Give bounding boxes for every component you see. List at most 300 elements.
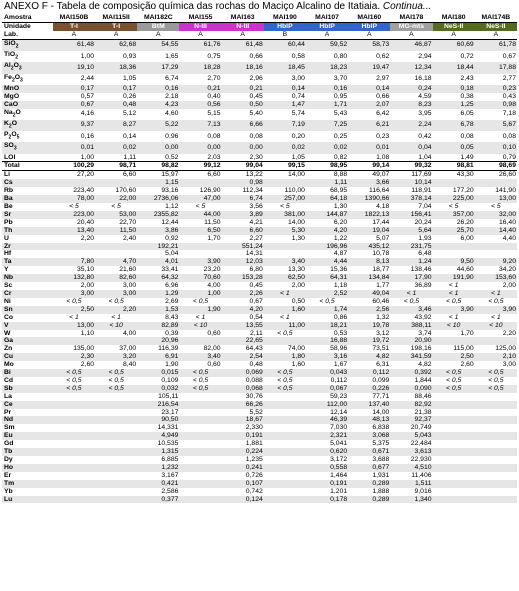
value-cell: [475, 179, 517, 187]
value-cell: [95, 480, 137, 488]
value-cell: < 1: [475, 290, 517, 298]
value-cell: < 10: [95, 322, 137, 330]
table-row: [2, 195, 517, 203]
value-cell: 1,80: [264, 353, 306, 361]
value-cell: 14,00: [287, 171, 305, 179]
value-cell: 6,31: [376, 361, 390, 369]
lab-cell: A: [390, 31, 432, 39]
value-cell: 0,742: [245, 487, 263, 495]
element-label: SiO$_2$: [2, 39, 53, 51]
value-cell: 8,43: [165, 313, 179, 321]
value-cell: 6,60: [222, 227, 264, 235]
element-label: Lu: [2, 496, 53, 504]
lab-cell: A: [475, 31, 517, 39]
value-cell: 5,30: [264, 227, 306, 235]
value-cell: 5,64: [390, 227, 432, 235]
table-row: [2, 62, 517, 73]
value-cell: 1,05: [122, 75, 137, 83]
element-label: Eu: [2, 432, 53, 440]
header-label: Amostra: [2, 14, 53, 22]
value-cell: 16,18: [414, 75, 432, 83]
value-cell: [53, 393, 95, 401]
value-cell: 70,60: [179, 274, 221, 282]
value-cell: 5,043: [390, 432, 432, 440]
value-cell: 62,68: [95, 39, 137, 51]
value-cell: 0,60: [207, 329, 221, 337]
value-cell: 0,66: [376, 92, 390, 100]
value-cell: 7,04: [418, 203, 432, 210]
value-cell: 13,30: [287, 266, 305, 274]
value-cell: 1,15: [137, 179, 179, 187]
value-cell: 0,015: [137, 369, 179, 377]
value-cell: 2,97: [376, 75, 390, 83]
value-cell: [264, 416, 306, 424]
value-cell: 0,72: [460, 52, 474, 60]
value-cell: [53, 409, 95, 417]
element-label: Zr: [2, 243, 53, 251]
value-cell: 100,29: [53, 162, 95, 171]
value-cell: < 1: [448, 313, 459, 321]
value-cell: 2,77: [502, 75, 516, 83]
value-cell: [179, 401, 221, 409]
table-row: [2, 211, 517, 219]
value-cell: 381,00: [264, 211, 306, 219]
value-cell: 0,98: [222, 179, 264, 187]
value-cell: 1,10: [80, 329, 95, 337]
element-label: Bi: [2, 369, 53, 377]
value-cell: 15,97: [161, 171, 179, 179]
table-row: [2, 306, 517, 314]
table-row: [2, 432, 517, 440]
value-cell: 22,484: [410, 440, 432, 448]
table-title: [0, 0, 519, 14]
value-cell: 0,82: [333, 153, 348, 161]
sample-header: MAI160: [348, 14, 390, 22]
value-cell: 27,20: [77, 171, 95, 179]
value-cell: 0,16: [80, 132, 95, 140]
value-cell: 0,67: [502, 52, 516, 60]
table-row: [2, 345, 517, 353]
value-cell: 0,96: [165, 132, 179, 140]
table-row: [2, 314, 517, 322]
value-cell: [433, 440, 475, 448]
value-cell: [433, 393, 475, 401]
sample-header: MAI115II: [95, 14, 137, 22]
element-label: Gd: [4, 440, 14, 448]
value-cell: 11,00: [264, 322, 306, 330]
value-cell: 25,70: [433, 227, 475, 235]
value-cell: 35,10: [77, 266, 95, 274]
value-cell: [475, 432, 517, 440]
value-cell: 49,04: [348, 290, 390, 298]
value-cell: 64,18: [306, 195, 348, 203]
value-cell: < 10: [475, 322, 517, 330]
table-row: [2, 109, 517, 120]
table-row: [2, 472, 517, 480]
value-cell: 6,48: [418, 250, 432, 258]
value-cell: 1,74: [306, 306, 348, 314]
value-cell: 1390,66: [348, 195, 390, 203]
element-label: TiO$_2$: [4, 50, 18, 61]
value-cell: 0,50: [291, 297, 305, 305]
value-cell: 7,18: [502, 110, 516, 118]
value-cell: < 0,5: [95, 385, 137, 393]
value-cell: 4,510: [390, 464, 432, 472]
value-cell: 44,60: [456, 266, 474, 274]
value-cell: 0,241: [222, 464, 264, 472]
element-label: Sr: [2, 211, 53, 219]
value-cell: 1,340: [390, 496, 432, 504]
value-cell: 2,03: [207, 153, 221, 161]
table-row: [2, 250, 517, 258]
table-row: [2, 266, 517, 274]
unit-cell: HblP: [348, 22, 390, 30]
value-cell: 0,620: [306, 448, 348, 456]
value-cell: < 0,5: [192, 297, 209, 305]
value-cell: 43,92: [414, 313, 432, 321]
value-cell: 7,19: [264, 120, 306, 131]
value-cell: 13,55: [222, 322, 264, 330]
value-cell: [475, 409, 517, 417]
value-cell: < 0,5: [277, 329, 293, 337]
value-cell: 341,59: [390, 353, 432, 361]
value-cell: < 1: [433, 290, 475, 298]
value-cell: 0,67: [249, 297, 263, 305]
value-cell: [53, 496, 95, 504]
value-cell: 0,67: [53, 101, 95, 109]
table-row: [2, 488, 517, 496]
value-cell: 21,38: [414, 408, 432, 416]
value-cell: 0,16: [137, 85, 179, 93]
lab-cell: A: [53, 31, 95, 39]
value-cell: 2,20: [95, 306, 137, 314]
value-cell: 6,74: [165, 75, 179, 83]
value-cell: 30,76: [245, 392, 263, 400]
value-cell: 132,80: [53, 274, 95, 282]
value-cell: 61,48: [222, 39, 264, 51]
value-cell: [433, 448, 475, 456]
table-row: [2, 203, 517, 211]
value-cell: 48,13: [348, 416, 390, 424]
value-cell: 1,04: [418, 153, 432, 161]
value-cell: < 10: [433, 322, 475, 330]
value-cell: [264, 179, 306, 187]
value-cell: [264, 456, 306, 464]
value-cell: 0,17: [53, 85, 95, 93]
value-cell: 4,20: [306, 227, 348, 235]
value-cell: 0,00: [137, 142, 179, 153]
value-cell: [433, 337, 475, 345]
element-label: $K_2O$: [2, 120, 53, 131]
value-cell: 2,44: [80, 75, 95, 83]
value-cell: 3,56: [249, 203, 263, 210]
value-cell: [53, 448, 95, 456]
value-cell: 1,464: [330, 471, 348, 479]
value-cell: 0,392: [390, 369, 432, 377]
value-cell: [475, 496, 517, 504]
value-cell: 0,107: [222, 480, 264, 488]
value-cell: [95, 496, 137, 504]
value-cell: 47,00: [179, 195, 221, 203]
element-label: Pb: [4, 218, 13, 226]
value-cell: 223,00: [53, 211, 95, 219]
value-cell: 5,041: [330, 440, 348, 448]
element-label: W: [4, 329, 11, 337]
value-cell: 1,70: [207, 234, 221, 242]
element-label: Nb: [2, 274, 53, 282]
composition-table: [2, 14, 517, 503]
value-cell: 3,86: [137, 227, 179, 235]
value-cell: 9,016: [414, 487, 432, 495]
value-cell: < 1: [280, 313, 290, 321]
value-cell: 257,00: [264, 195, 306, 203]
value-cell: 2,70: [207, 75, 221, 83]
value-cell: 0,043: [306, 369, 348, 377]
element-label: LOI: [4, 153, 16, 161]
value-cell: 1,25: [433, 101, 475, 109]
table-row: [2, 330, 517, 338]
value-cell: 62,50: [264, 274, 306, 282]
table-row: [2, 337, 517, 345]
value-cell: 135,00: [73, 345, 95, 353]
table-row: [2, 219, 517, 227]
value-cell: 0,377: [137, 496, 179, 504]
value-cell: 15,36: [330, 266, 348, 274]
value-cell: [433, 488, 475, 496]
value-cell: < 0,5: [445, 376, 462, 384]
value-cell: [179, 424, 221, 432]
value-cell: 7,13: [179, 120, 221, 131]
value-cell: < 0,5: [66, 297, 82, 305]
value-cell: 2,94: [418, 52, 432, 60]
element-label: Ni: [4, 297, 11, 305]
value-cell: [179, 393, 221, 401]
value-cell: [264, 409, 306, 417]
element-label: Be: [4, 203, 13, 210]
value-cell: 2,27: [249, 234, 263, 242]
value-cell: [53, 416, 95, 424]
value-cell: 19,78: [348, 322, 390, 330]
value-cell: 77,71: [372, 392, 390, 400]
value-cell: 17,90: [390, 274, 432, 282]
value-cell: 1822,13: [348, 211, 390, 219]
value-cell: < 1: [195, 313, 206, 321]
value-cell: 32,00: [475, 211, 517, 219]
element-label: Ce: [2, 401, 53, 409]
value-cell: [179, 480, 221, 488]
value-cell: [433, 401, 475, 409]
value-cell: 82,60: [95, 274, 137, 282]
unit-cell: BtM: [137, 22, 179, 30]
value-cell: 88,46: [414, 392, 432, 400]
value-cell: 0,24: [390, 85, 432, 93]
lab-cell: A: [433, 31, 475, 39]
element-label: $SO_3$: [2, 142, 53, 153]
value-cell: 9,50: [433, 258, 475, 266]
value-cell: 19,10: [53, 62, 95, 73]
value-cell: 153,28: [222, 274, 264, 282]
value-cell: [475, 480, 517, 488]
value-cell: 137,40: [348, 401, 390, 409]
lab-label: Lab.: [2, 31, 53, 39]
value-cell: [433, 472, 475, 480]
element-label: Dy: [4, 456, 13, 463]
value-cell: 22,930: [410, 456, 432, 463]
value-cell: 23,17: [161, 408, 179, 416]
value-cell: < 0,5: [95, 369, 137, 377]
element-label: Y: [4, 266, 9, 274]
value-cell: 1,30: [291, 234, 305, 242]
unit-cell: HblP: [306, 22, 348, 30]
value-cell: 22,00: [95, 195, 137, 203]
unit-row: [2, 22, 517, 30]
value-cell: 93,16: [161, 187, 179, 195]
value-cell: 0,50: [222, 101, 264, 109]
value-cell: 6,91: [137, 353, 179, 361]
element-label: $Fe_2O_3$: [4, 73, 23, 83]
value-cell: 4,44: [306, 258, 348, 266]
value-cell: [475, 464, 517, 472]
value-cell: [95, 472, 137, 480]
lab-row: [2, 31, 517, 39]
value-cell: 82,89: [137, 322, 179, 330]
sample-header: MAI182C: [137, 14, 179, 22]
value-cell: 1,11: [123, 153, 137, 161]
value-cell: 0,21: [179, 85, 221, 93]
element-label: Rb: [4, 187, 14, 195]
value-cell: 6,50: [179, 227, 221, 235]
value-cell: 1,235: [245, 456, 263, 463]
value-cell: 0,92: [165, 234, 179, 242]
value-cell: 0,01: [348, 142, 390, 153]
value-cell: 0,08: [207, 132, 221, 140]
value-cell: 3,40: [179, 353, 221, 361]
value-cell: 3,90: [179, 258, 221, 266]
value-cell: 4,16: [80, 110, 95, 118]
value-cell: [179, 416, 221, 424]
value-cell: 2,60: [80, 361, 95, 369]
value-cell: 82,92: [390, 401, 432, 409]
value-cell: 2,321: [306, 432, 348, 440]
value-cell: [475, 488, 517, 496]
table-row: [2, 496, 517, 504]
value-cell: 3,00: [53, 290, 95, 298]
value-cell: 3,613: [390, 448, 432, 456]
value-cell: 6,78: [433, 120, 475, 131]
value-cell: [264, 448, 306, 456]
value-cell: [95, 440, 137, 448]
value-cell: [95, 488, 137, 496]
value-cell: 0,21: [222, 85, 264, 93]
value-cell: 1,12: [165, 203, 179, 210]
value-cell: 223,40: [73, 187, 95, 195]
lab-cell: A: [222, 31, 264, 39]
value-cell: 144,87: [306, 211, 348, 219]
value-cell: < 0,5: [433, 385, 475, 393]
table-row: [2, 353, 517, 361]
value-cell: 2,24: [390, 120, 432, 131]
value-cell: 9,37: [53, 120, 95, 131]
value-cell: [95, 243, 137, 251]
value-cell: [264, 424, 306, 432]
value-cell: 61,76: [179, 39, 221, 51]
value-cell: 0,18: [433, 85, 475, 93]
value-cell: 3,00: [291, 75, 305, 83]
value-cell: 60,69: [433, 39, 475, 51]
value-cell: 14,00: [287, 218, 305, 226]
value-cell: 0,48: [249, 361, 263, 369]
value-cell: 0,62: [376, 52, 390, 60]
table-row: [2, 142, 517, 153]
value-cell: [433, 409, 475, 417]
unit-cell: T-I: [95, 22, 137, 30]
value-cell: 3,068: [348, 432, 390, 440]
value-cell: 0,53: [333, 329, 348, 337]
value-cell: 6,00: [460, 234, 474, 242]
value-cell: 0,42: [418, 132, 432, 140]
unit-cell: HblP: [264, 22, 306, 30]
value-cell: [475, 416, 517, 424]
value-cell: 1,22: [333, 234, 348, 242]
table-row: [2, 131, 517, 142]
value-cell: [475, 393, 517, 401]
value-cell: 11,406: [411, 471, 432, 479]
value-cell: 0,08: [249, 132, 263, 140]
value-cell: 6,60: [207, 171, 221, 179]
value-cell: 4,00: [122, 329, 137, 337]
value-cell: 0,14: [348, 85, 390, 93]
value-cell: 2,60: [460, 361, 474, 369]
value-cell: 1,00: [179, 290, 221, 298]
value-cell: 0,226: [348, 385, 390, 393]
value-cell: 68,95: [330, 187, 348, 195]
value-cell: [264, 393, 306, 401]
value-cell: 1,90: [165, 361, 179, 369]
table-row: [2, 401, 517, 409]
table-row: [2, 440, 517, 448]
value-cell: 156,41: [390, 211, 432, 219]
value-cell: 4,20: [222, 306, 264, 314]
value-cell: 18,28: [179, 62, 221, 73]
value-cell: 0,93: [122, 52, 137, 60]
value-cell: 8,88: [333, 171, 348, 179]
value-cell: < 10: [179, 322, 221, 330]
table-row: [2, 377, 517, 385]
value-cell: [53, 432, 95, 440]
value-cell: 138,46: [410, 266, 432, 274]
value-cell: < 0,5: [66, 376, 82, 384]
value-cell: 1,47: [264, 101, 306, 109]
value-cell: 6,80: [249, 266, 263, 274]
value-cell: 198,16: [410, 345, 432, 353]
value-cell: 6,96: [165, 282, 179, 290]
value-cell: 5,74: [291, 110, 305, 118]
value-cell: 12,34: [390, 62, 432, 73]
value-cell: 0,02: [264, 142, 306, 153]
value-cell: 0,032: [137, 385, 179, 393]
value-cell: 0,17: [95, 85, 137, 93]
value-cell: [179, 409, 221, 417]
element-label: Zn: [4, 345, 13, 353]
value-cell: 2,00: [502, 282, 516, 290]
element-label: Sn: [2, 306, 53, 314]
value-cell: 1,05: [291, 153, 305, 161]
table-row: [2, 171, 517, 179]
value-cell: 2,10: [475, 353, 517, 361]
value-cell: 34,20: [498, 266, 516, 274]
value-cell: [475, 243, 517, 251]
value-cell: 1,71: [306, 101, 348, 109]
